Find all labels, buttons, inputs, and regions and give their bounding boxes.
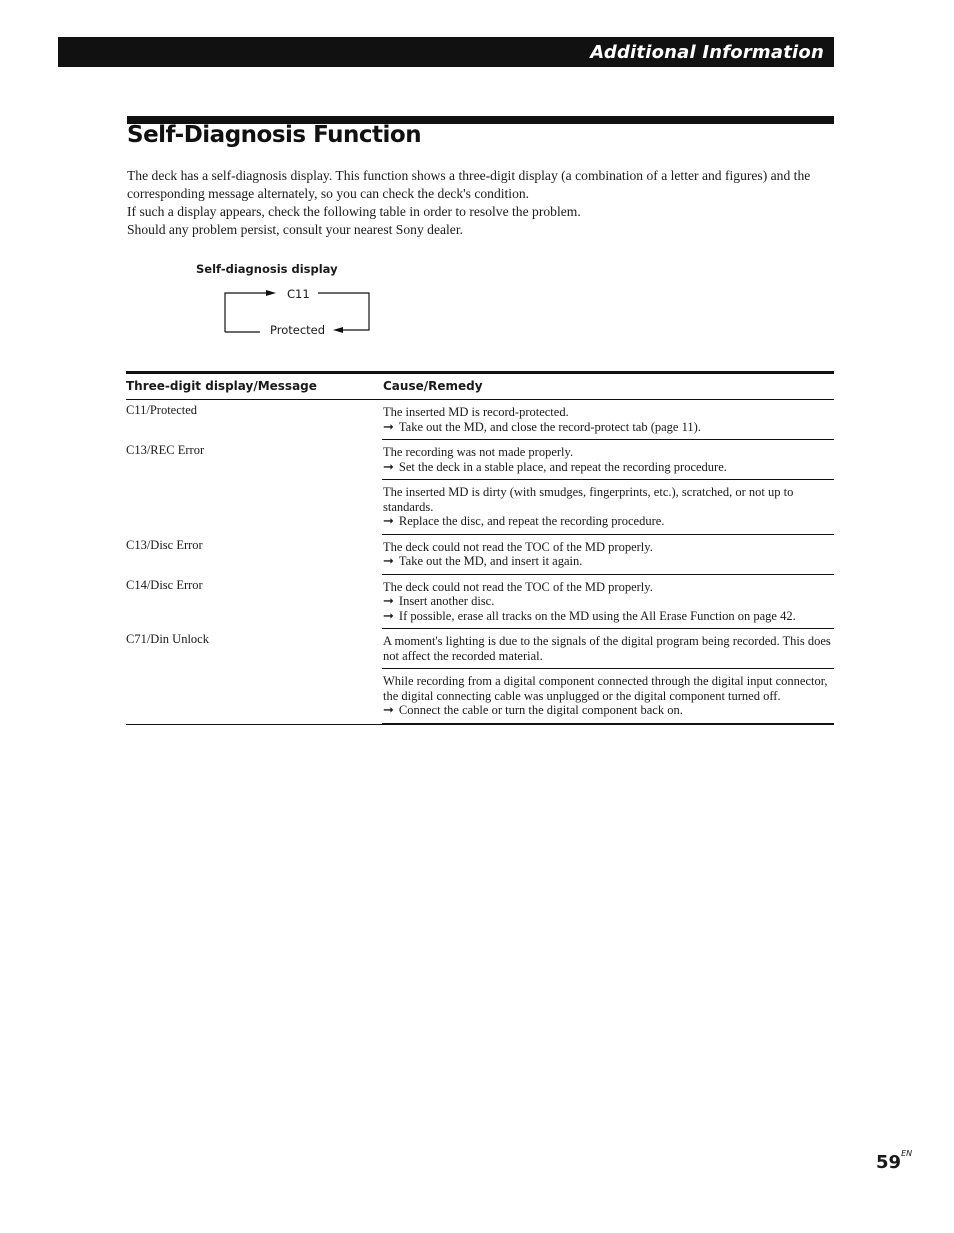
cause-text: While recording from a digital component connected through the digital input connector, the digital connecting cable was unplugged or the digital component turned off. — [383, 674, 828, 703]
table-row — [126, 575, 834, 630]
table-header — [126, 374, 834, 400]
display-message-cell: C11/Protected — [126, 403, 198, 417]
display-message-cell: C13/REC Error — [126, 443, 205, 457]
remedy-text: Connect the cable or turn the digital component back on. — [398, 703, 683, 717]
arrow-right-icon: ➞ — [383, 607, 394, 623]
arrow-right-icon: ➞ — [383, 513, 394, 528]
cause-text: The deck could not read the TOC of the MD properly. — [383, 579, 653, 594]
intro-text — [127, 167, 842, 239]
arrow-right-icon: ➞ — [383, 458, 394, 474]
arrow-right-icon: ➞ — [383, 702, 394, 717]
cause-text: The inserted MD is record-protected. — [383, 405, 569, 419]
cause-text: The recording was not made properly. — [383, 445, 574, 459]
cause-block — [382, 575, 834, 630]
arrow-right-icon: ➞ — [383, 418, 394, 434]
remedy-text: Insert another disc. — [398, 594, 495, 608]
table-row — [126, 535, 834, 575]
remedy-line — [383, 420, 834, 435]
cause-block — [382, 400, 834, 440]
remedy-text: Replace the disc, and repeat the recording procedure. — [398, 514, 665, 528]
cause-block — [382, 629, 834, 669]
diagram-message: Protected — [270, 323, 326, 337]
remedy-text: If possible, erase all tracks on the MD using the All Erase Function on page 42. — [398, 608, 796, 623]
table-row — [126, 629, 834, 724]
remedy-line — [383, 514, 834, 529]
column-header-display: Three-digit display/Message — [126, 379, 317, 393]
remedy-line — [383, 703, 834, 718]
table-bottom-rule — [126, 724, 834, 725]
arrow-right-icon: ➞ — [383, 593, 394, 608]
diagram-label: Self-diagnosis display — [196, 262, 338, 276]
cause-remedy-cell — [382, 629, 834, 724]
intro-paragraph: Should any problem persist, consult your nearest Sony dealer. — [127, 222, 464, 237]
cause-block — [382, 440, 834, 480]
remedy-text: Take out the MD, and close the record-protect tab (page 11). — [398, 419, 701, 434]
remedy-line — [383, 460, 834, 475]
cause-text: A moment's lighting is due to the signals of the digital program being recorded. This does not affect the recorded material. — [383, 634, 831, 663]
remedy-line — [383, 594, 834, 609]
cause-block — [382, 669, 834, 724]
remedy-text: Take out the MD, and insert it again. — [398, 554, 583, 568]
display-message-cell: C14/Disc Error — [126, 577, 203, 592]
self-diagnosis-table — [126, 371, 834, 725]
diagram-code: C11 — [287, 287, 310, 301]
section-title: Additional Information — [590, 42, 824, 63]
cause-remedy-cell — [382, 535, 834, 575]
intro-paragraph: The deck has a self-diagnosis display. This function shows a three-digit display (a combination of a letter and figures) and the corresponding message alternately, so you can check the deck's condition. — [127, 168, 811, 201]
page-title: Self-Diagnosis Function — [127, 122, 422, 148]
cause-remedy-cell — [382, 400, 834, 440]
remedy-text: Set the deck in a stable place, and repeat the recording procedure. — [398, 459, 727, 474]
cause-block — [382, 535, 834, 575]
remedy-line — [383, 609, 834, 624]
page-number — [876, 1149, 913, 1173]
page-number-suffix: EN — [901, 1149, 913, 1158]
table-body — [126, 400, 834, 724]
cause-remedy-cell — [382, 575, 834, 630]
intro-paragraph: If such a display appears, check the following table in order to resolve the problem. — [127, 204, 581, 219]
arrow-right-icon: ➞ — [383, 553, 394, 568]
cause-block — [382, 480, 834, 535]
page-number-value: 59 — [876, 1152, 902, 1173]
cause-text: The deck could not read the TOC of the MD properly. — [383, 539, 653, 554]
remedy-line — [383, 554, 834, 569]
table-row — [126, 400, 834, 440]
cause-text: The inserted MD is dirty (with smudges, fingerprints, etc.), scratched, or not up to standards. — [383, 485, 794, 514]
table-row — [126, 440, 834, 535]
section-banner — [58, 37, 834, 67]
column-header-cause: Cause/Remedy — [383, 379, 483, 393]
display-message-cell: C13/Disc Error — [126, 537, 203, 552]
cause-remedy-cell — [382, 440, 834, 535]
display-message-cell: C71/Din Unlock — [126, 632, 209, 646]
